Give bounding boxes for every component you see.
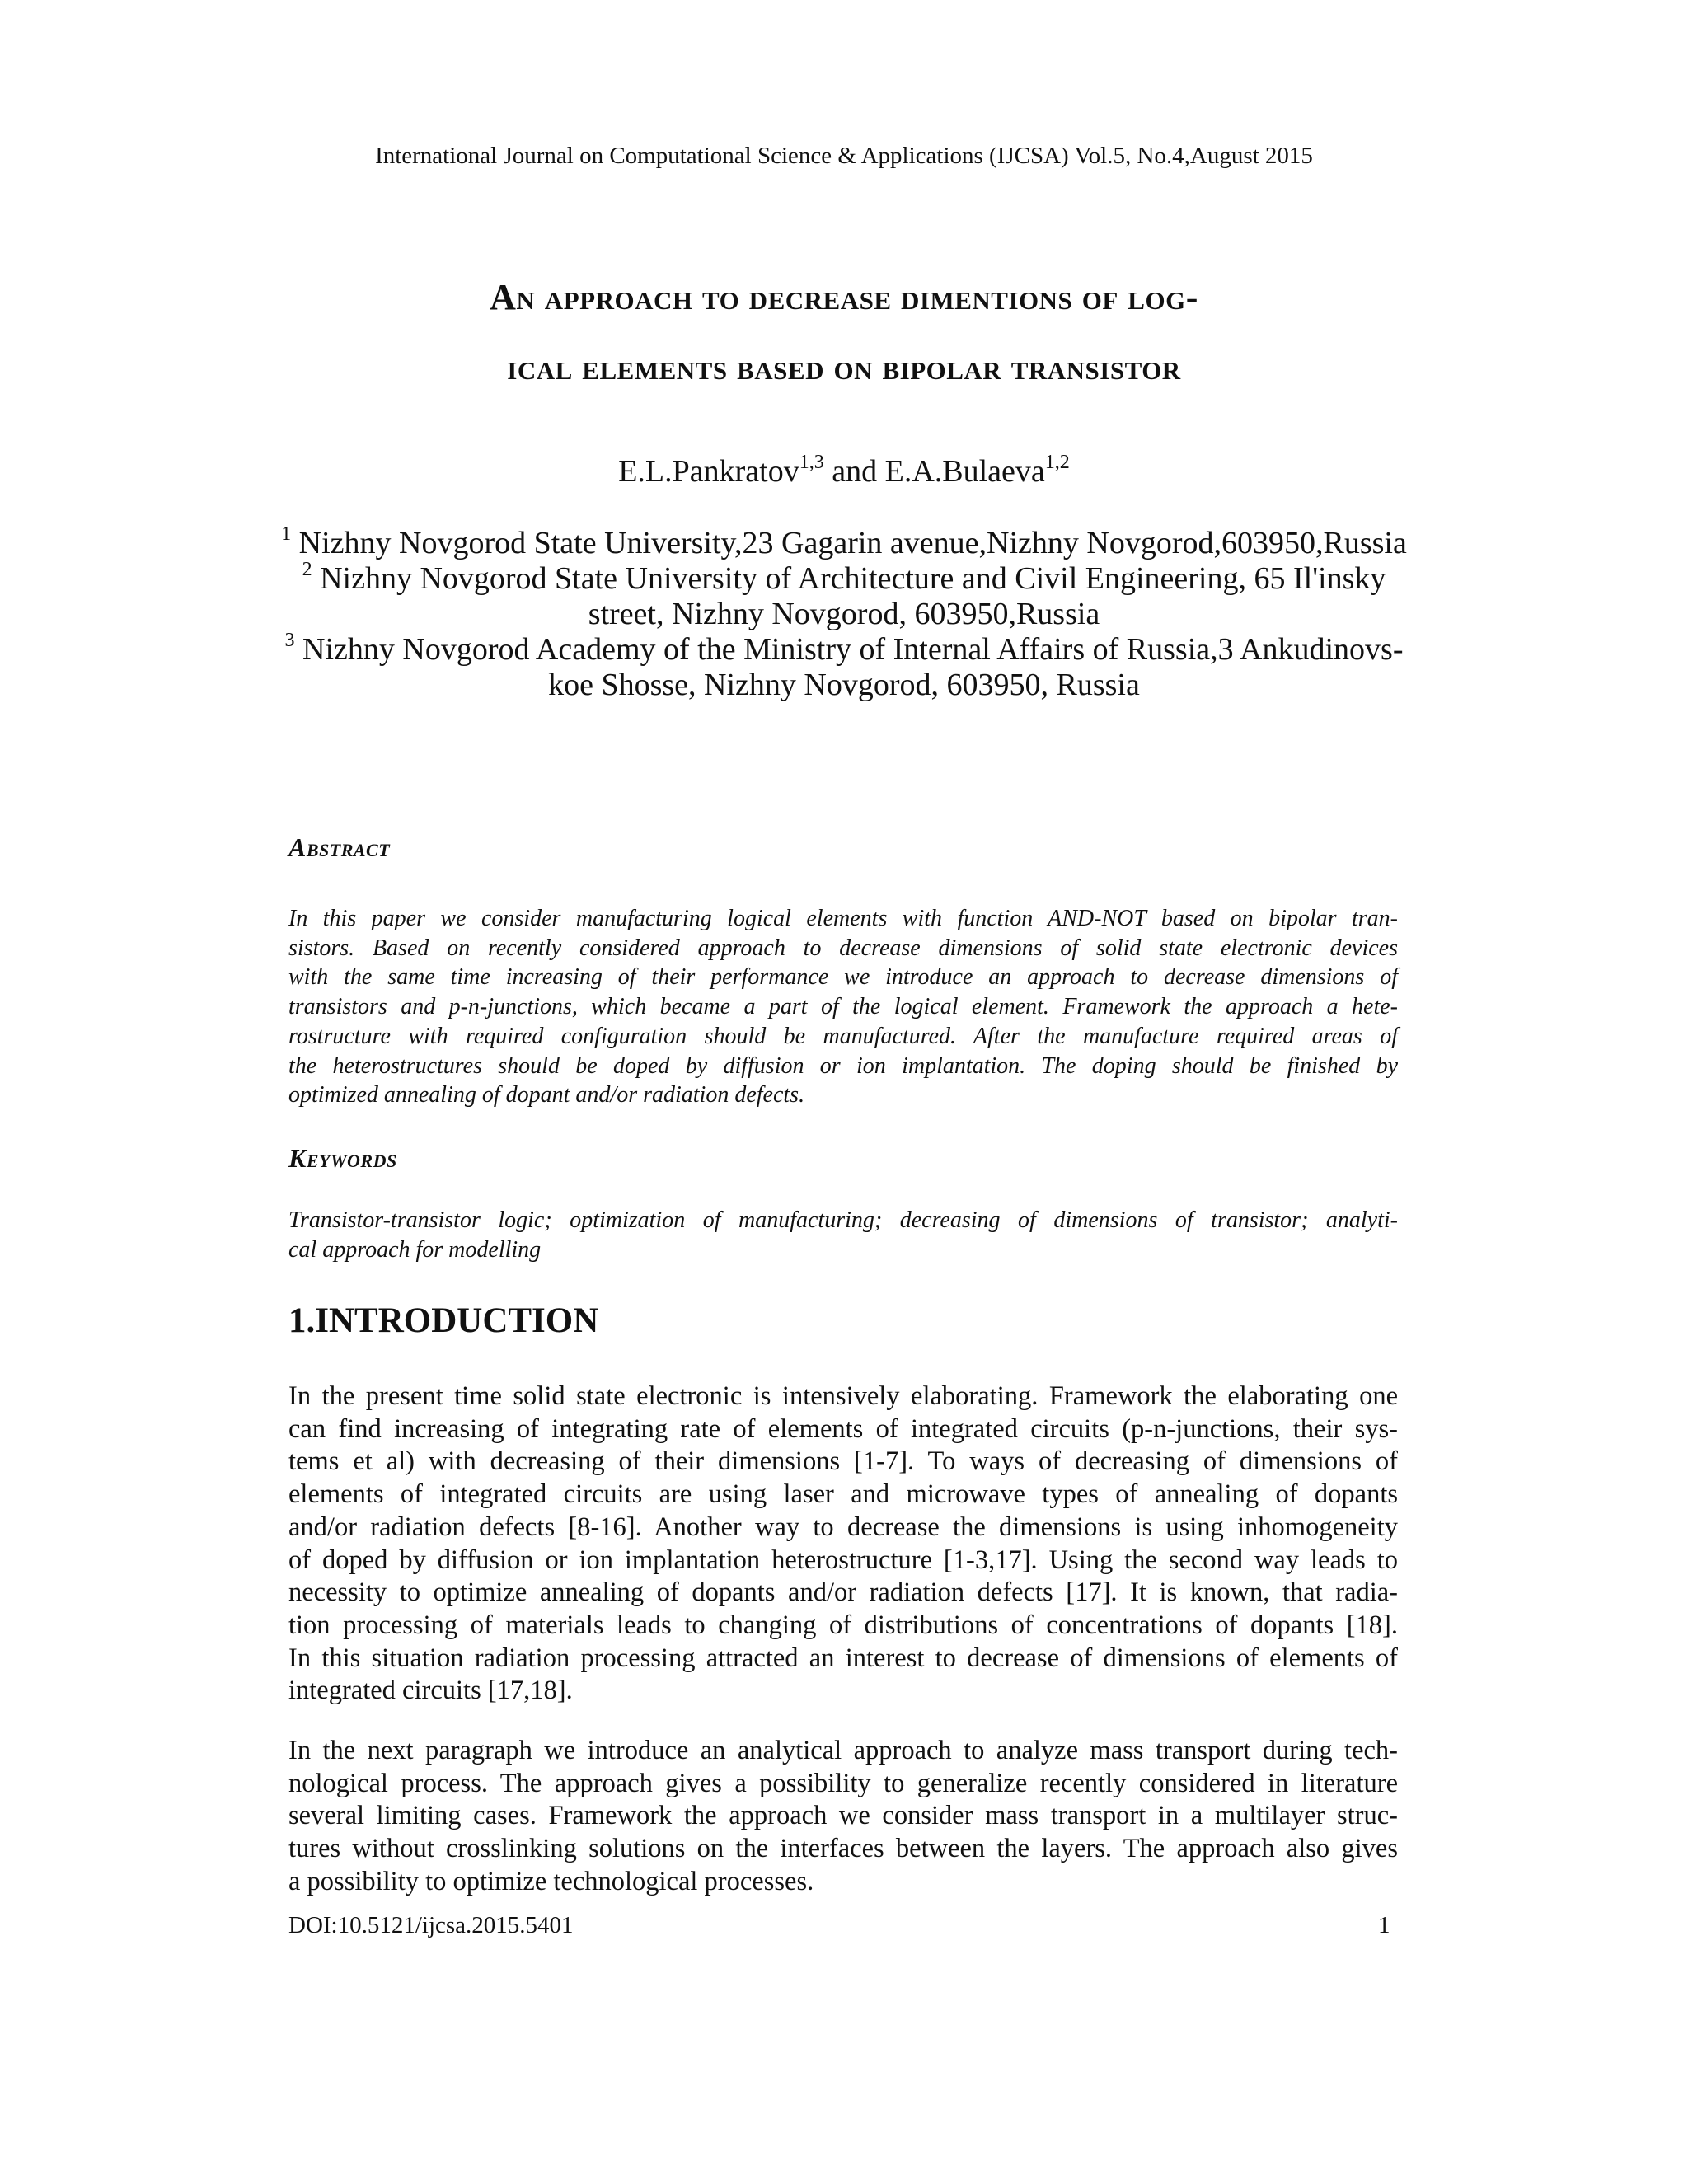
keywords-line: cal approach for modelling <box>288 1236 542 1263</box>
affiliation-2 <box>247 561 1441 597</box>
introduction-paragraph-2 <box>288 1735 1398 1899</box>
paper-title <box>165 262 1523 402</box>
title-line-2: ical elements based on bipolar transistor <box>507 347 1181 387</box>
body-line: In the next paragraph we introduce an analytical approach to analyze mass transport during tech- <box>288 1736 1398 1765</box>
introduction-heading: 1.INTRODUCTION <box>288 1301 599 1340</box>
author-2: E.A.Bulaeva <box>884 454 1045 489</box>
affiliation-number: 2 <box>302 559 312 580</box>
keywords-line: Transistor-transistor logic; optimization of manufacturing; decreasing of dimensions of transistor; analyti- <box>288 1207 1398 1233</box>
body-line: can find increasing of integrating rate of elements of integrated circuits (p-n-junctions, their sys- <box>288 1413 1398 1444</box>
abstract-line: sistors. Based on recently considered approach to decrease dimensions of solid state electronic devices <box>288 935 1398 961</box>
abstract-text <box>288 904 1398 1110</box>
abstract-heading: Abstract <box>288 832 391 862</box>
body-line: a possibility to optimize technological processes. <box>288 1866 814 1896</box>
body-line: integrated circuits [17,18]. <box>288 1675 573 1706</box>
affiliation-number: 3 <box>284 630 295 651</box>
keywords-heading: Keywords <box>288 1143 397 1173</box>
body-line: tion processing of materials leads to changing of distributions of concentrations of dopants [18]. <box>288 1610 1398 1640</box>
title-line-1: An approach to decrease dimentions of log- <box>490 277 1198 317</box>
body-line: In the present time solid state electronic is intensively elaborating. Framework the elaborating one <box>288 1381 1398 1411</box>
affiliation-text: Nizhny Novgorod State University,23 Gagarin avenue,Nizhny Novgorod,603950,Russia <box>298 526 1407 560</box>
body-line: tems et al) with decreasing of their dimensions [1-7]. To ways of decreasing of dimensions of <box>288 1446 1398 1477</box>
body-line: several limiting cases. Framework the approach we consider mass transport in a multilayer struc- <box>288 1801 1398 1831</box>
body-line: In this situation radiation processing attracted an interest to decrease of dimensions of elements of <box>288 1643 1398 1673</box>
body-line: tures without crosslinking solutions on the interfaces between the layers. The approach also gives <box>288 1834 1398 1864</box>
body-line: necessity to optimize annealing of dopants and/or radiation defects [17]. It is known, that radia- <box>288 1577 1398 1608</box>
page-number: 1 <box>1378 1912 1390 1938</box>
abstract-line: rostructure with required configuration should be manufactured. After the manufacture required areas of <box>288 1023 1398 1049</box>
footer-doi: DOI:10.5121/ijcsa.2015.5401 <box>288 1912 574 1938</box>
abstract-line: In this paper we consider manufacturing logical elements with function AND-NOT based on bipolar tran- <box>288 906 1398 931</box>
abstract-line: transistors and p-n-junctions, which became a part of the logical element. Framework the approach a hete- <box>288 994 1398 1020</box>
author-list <box>0 453 1688 490</box>
author-2-affiliation-marker: 1,2 <box>1044 452 1070 473</box>
affiliation-number: 1 <box>281 523 292 545</box>
author-1-affiliation-marker: 1,3 <box>799 452 824 473</box>
author-joiner: and <box>823 454 885 489</box>
journal-header: International Journal on Computational Science & Applications (IJCSA) Vol.5, No.4,August 2015 <box>375 143 1313 169</box>
affiliation-3 <box>247 632 1441 668</box>
author-1: E.L.Pankratov <box>618 454 799 489</box>
affiliation-1 <box>247 523 1441 561</box>
abstract-line: optimized annealing of dopant and/or radiation defects. <box>288 1082 805 1108</box>
abstract-line: with the same time increasing of their performance we introduce an approach to decrease dimensions of <box>288 964 1398 991</box>
body-line: of doped by diffusion or ion implantation heterostructure [1-3,17]. Using the second way leads to <box>288 1544 1398 1575</box>
affiliation-text: Nizhny Novgorod Academy of the Ministry of Internal Affairs of Russia,3 Ankudinovs- <box>302 632 1404 667</box>
body-line: elements of integrated circuits are using laser and microwave types of annealing of dopants <box>288 1479 1398 1510</box>
body-line: and/or radiation defects [8-16]. Another way to decrease the dimensions is using inhomogeneity <box>288 1511 1398 1542</box>
affiliation-3-cont: koe Shosse, Nizhny Novgorod, 603950, Russia <box>548 668 1140 702</box>
affiliation-2-cont: street, Nizhny Novgorod, 603950,Russia <box>588 597 1100 631</box>
body-line: nological process. The approach gives a possibility to generalize recently considered in literature <box>288 1768 1398 1798</box>
introduction-paragraph-1 <box>288 1380 1398 1708</box>
affiliations <box>247 523 1441 703</box>
keywords-text <box>288 1206 1398 1264</box>
affiliation-text: Nizhny Novgorod State University of Architecture and Civil Engineering, 65 Il'insky <box>320 561 1386 596</box>
abstract-line: the heterostructures should be doped by diffusion or ion implantation. The doping should be finished by <box>288 1052 1398 1079</box>
